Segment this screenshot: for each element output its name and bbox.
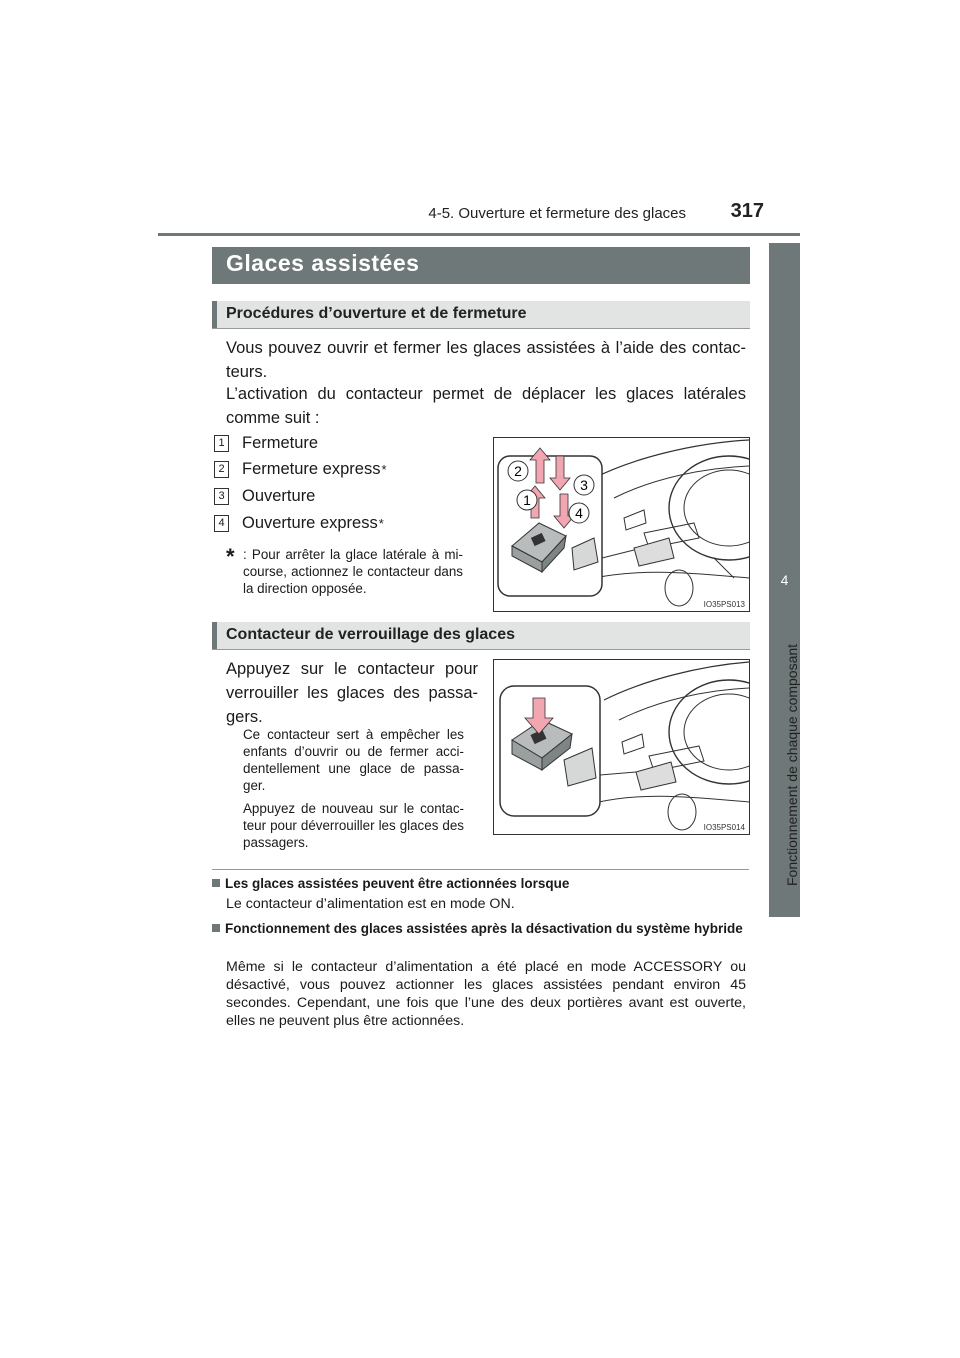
number-box: 2 <box>214 461 229 478</box>
note-text: Le contacteur d’alimentation est en mode ON. <box>226 896 515 912</box>
header-rule <box>158 233 800 236</box>
window-switch-figure <box>493 437 750 612</box>
dashboard-illustration <box>494 660 749 834</box>
subheading-operation <box>212 301 750 329</box>
window-lock-figure <box>493 659 750 835</box>
footnote-text: : Pour arrêter la glace latérale à mi-course, actionnez le contacteur dans la direction opposée. <box>243 547 463 596</box>
note-heading: Les glaces assistées peuvent être actionnées lorsque <box>212 876 569 891</box>
lock-paragraph: Appuyez sur le contacteur pour verrouiller les glaces des passa-gers. <box>226 660 478 726</box>
page-heading: Glaces assistées <box>226 250 420 276</box>
subheading-lock <box>212 622 750 650</box>
list-item <box>214 487 316 506</box>
lock-note-2: Appuyez de nouveau sur le contac-teur pour déverrouiller les glaces des passagers. <box>243 801 464 850</box>
lock-note-1: Ce contacteur sert à empêcher les enfants d’ouvrir ou de fermer acci-dentellement une glace de passa-ger. <box>243 727 464 793</box>
divider <box>212 869 749 870</box>
number-box: 4 <box>214 515 229 532</box>
intro-paragraph: Vous pouvez ouvrir et fermer les glaces assistées à l’aide des contac-teurs. <box>226 339 746 381</box>
bullet-square-icon <box>212 924 220 932</box>
list-item-label: Ouverture <box>242 487 316 505</box>
list-item <box>214 434 319 453</box>
number-box: 3 <box>214 488 229 505</box>
list-item-label: Ouverture express <box>242 514 378 532</box>
subheading-text: Contacteur de verrouillage des glaces <box>226 626 515 643</box>
figure-code: IO35PS014 <box>703 823 745 832</box>
callout-2: 2 <box>514 463 522 479</box>
dashboard-illustration <box>494 438 749 611</box>
note-text: Même si le contacteur d’alimentation a été placé en mode ACCESSORY ou désactivé, vous pouvez actionner les glaces assistées pendant environ 45 secondes. Cependant, une fois que l’une des deux portières avant est ouverte, elles ne peuvent plus être actionnées. <box>226 959 746 1029</box>
asterisk: * <box>378 516 384 531</box>
asterisk: * <box>381 462 387 477</box>
subheading-text: Procédures d’ouverture et de fermeture <box>226 305 527 322</box>
chapter-number: 4 <box>780 572 789 588</box>
page-number: 317 <box>730 200 764 222</box>
callout-3: 3 <box>580 477 588 493</box>
callout-4: 4 <box>575 505 583 521</box>
list-item <box>214 514 384 533</box>
chapter-label: Fonctionnement de chaque composant <box>784 643 800 886</box>
note-heading: Fonctionnement des glaces assistées après la désactivation du système hybride <box>212 920 748 938</box>
bullet-square-icon <box>212 879 220 887</box>
figure-code: IO35PS013 <box>703 600 745 609</box>
callout-1: 1 <box>523 492 531 508</box>
list-item-label: Fermeture <box>242 434 319 452</box>
list-item-label: Fermeture express <box>242 460 381 478</box>
section-title: 4-5. Ouverture et fermeture des glaces <box>428 205 686 222</box>
activation-paragraph: L’activation du contacteur permet de déplacer les glaces latérales comme suit : <box>226 385 746 427</box>
footnote-asterisk: * <box>226 544 235 569</box>
number-box: 1 <box>214 435 229 452</box>
list-item <box>214 460 387 479</box>
